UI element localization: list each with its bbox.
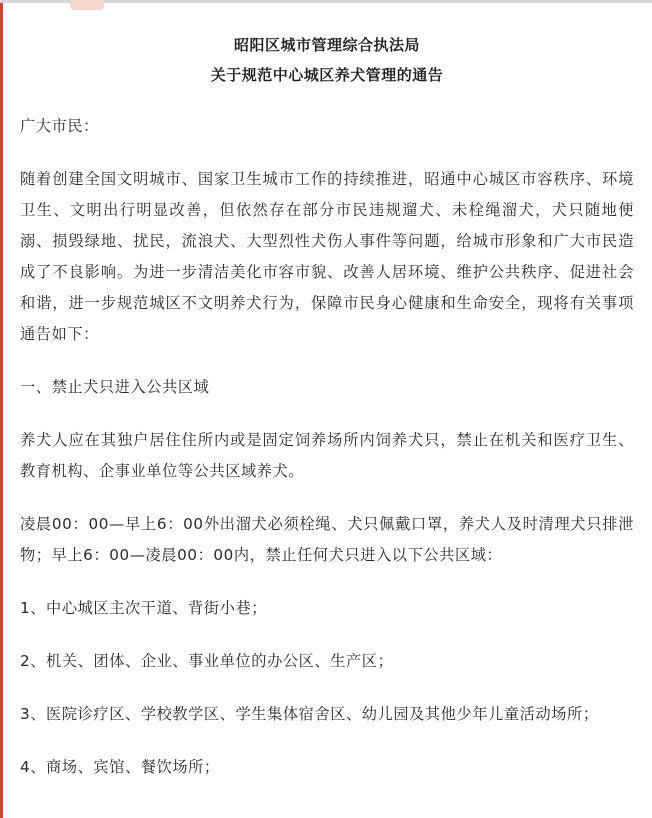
- section-1-paragraph-1: 养犬人应在其独户居住住所内或是固定饲养场所内饲养犬只，禁止在机关和医疗卫生、教育机构、企事业单位等公共区域养犬。: [20, 431, 634, 480]
- list-item-4: 4、商场、宾馆、餐饮场所；: [20, 758, 220, 776]
- section-1-paragraph-2: 凌晨00：00—早上6：00外出溜犬必须栓绳、犬只佩戴口罩，养犬人及时清理犬只排泄物；早上6：00—凌晨00：00内，禁止任何犬只进入以下公共区域：: [20, 515, 634, 564]
- intro-paragraph: 随着创建全国文明城市、国家卫生城市工作的持续推进，昭通中心城区市容秩序、环境卫生、文明出行明显改善，但依然存在部分市民违规遛犬、未栓绳溜犬，犬只随地便溺、损毁绿地、扰民，流浪犬、大型烈性犬伤人事件等问题，给城市形象和广大市民造成了不良影响。为进一步清洁美化市容市貌、改善人居环境、维护公共秩序、促进社会和谐，进一步规范城区不文明养犬行为，保障市民身心健康和生命安全，现将有关事项通告如下：: [20, 170, 634, 343]
- notice-document: [20, 30, 634, 783]
- salutation: 广大市民：: [20, 117, 99, 135]
- list-item-1: 1、中心城区主次干道、背街小巷；: [20, 599, 268, 617]
- section-1-heading: 一、禁止犬只进入公共区域: [20, 378, 210, 396]
- title-line-2: 关于规范中心城区养犬管理的通告: [210, 66, 444, 84]
- list-item-2: 2、机关、团体、企业、事业单位的办公区、生产区；: [20, 652, 394, 670]
- list-item-3: 3、医院诊疗区、学校教学区、学生集体宿舍区、幼儿园及其他少年儿童活动场所；: [20, 705, 599, 723]
- top-decoration: [70, 0, 104, 10]
- title-line-1: 昭阳区城市管理综合执法局: [233, 36, 420, 54]
- left-frame-border: [0, 0, 3, 818]
